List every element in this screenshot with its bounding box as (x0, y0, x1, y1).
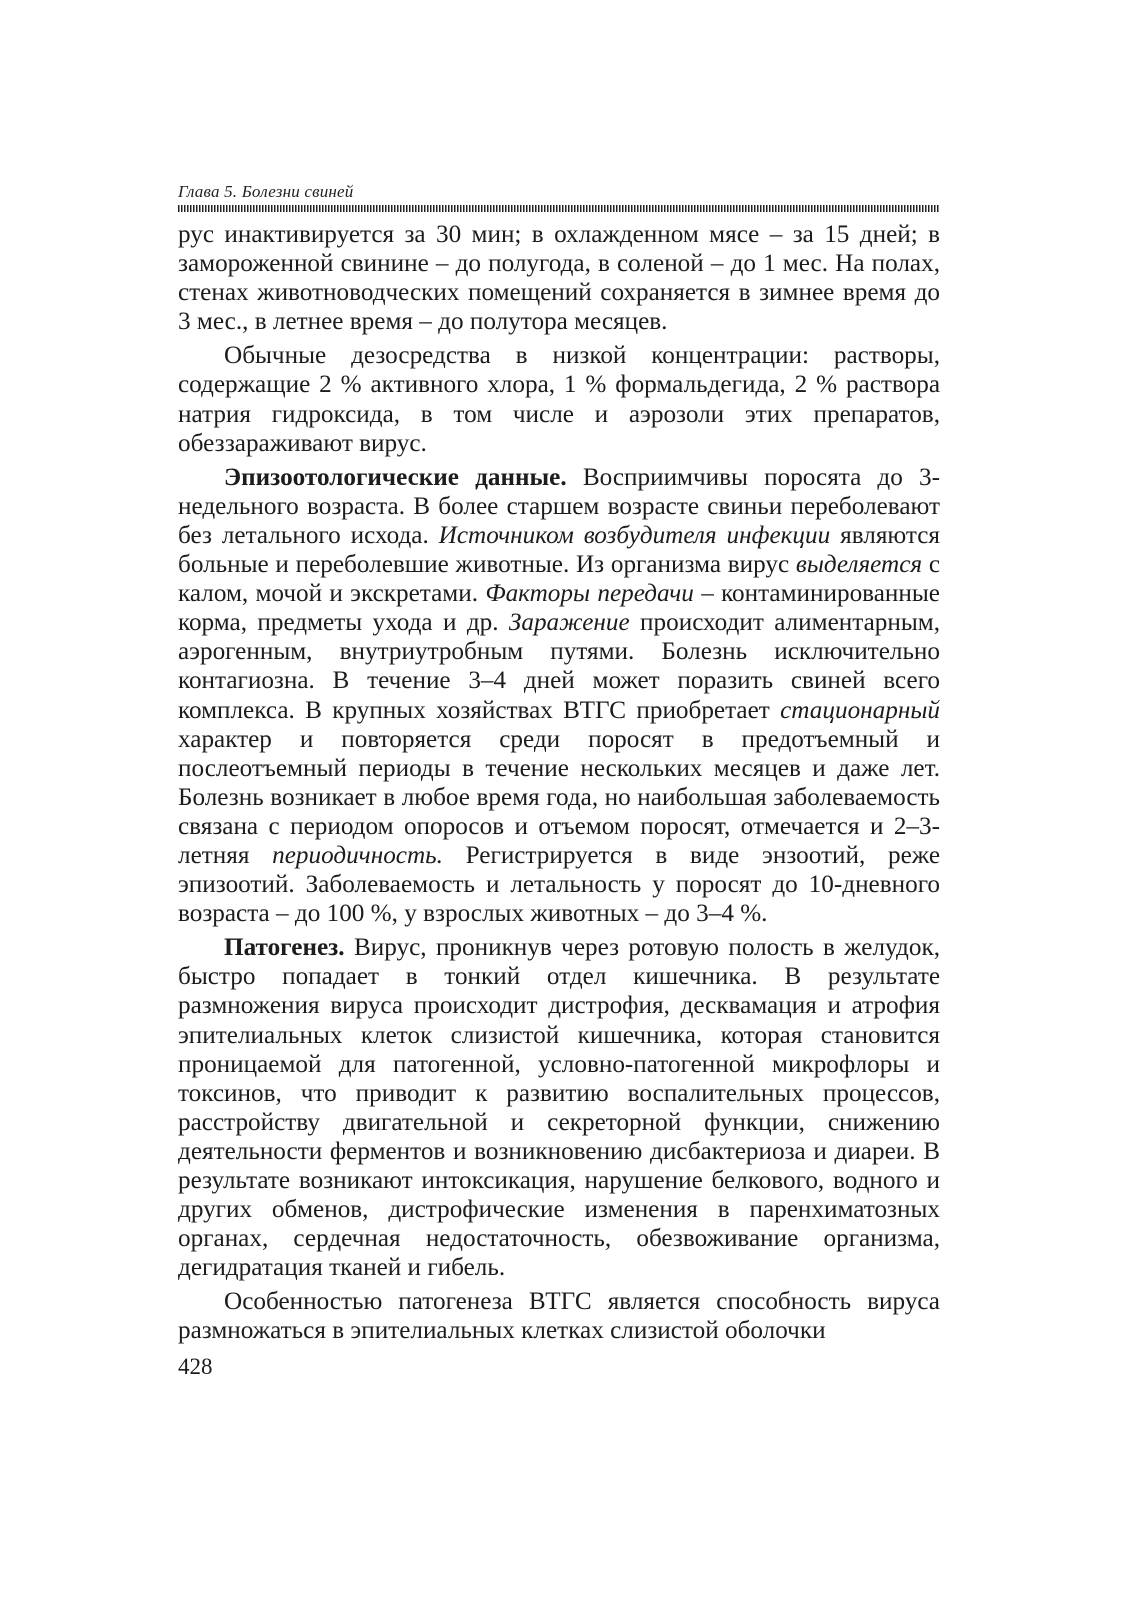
paragraph-2 (178, 341, 940, 457)
paragraph-1 (178, 220, 940, 336)
paragraph-2-text: Обычные дезосредства в низкой концентрации: растворы, содержащие 2 % активного хлора, 1 % формальдегида, 2 % раствора натрия гидроксида, в том числе и аэрозоли этих препаратов, обеззараживают вирус. (178, 342, 940, 457)
paragraph-text: – контаминированные корма, предметы ухода и др. (178, 580, 940, 637)
italic-term: Источником возбудителя инфекции (438, 521, 831, 549)
paragraph-text: Регистрируется в виде энзоотий, реже эпизоотий. Заболеваемость и летальность у поросят до 10-дневного возраста – до 100 %, у взрослых животных – до 3–4 %. (178, 841, 940, 928)
running-head: Глава 5. Болезни свиней (178, 182, 354, 201)
paragraph-text: Вирус, проникнув через ротовую полость в желудок, быстро попадает в тонкий отдел кишечника. В результате размножения вируса происходит дистрофия, десквамация и атрофия эпителиальных клеток слизистой кишечника, которая становится проницаемой для патогенной, условно-патогенной микрофлоры и токсинов, что приводит к развитию воспалительных процессов, расстройству двигательной и секреторной функции, снижению деятельности ферментов и возникновению дисбактериоза и диареи. В результате возникают интоксикация, нарушение белкового, водного и других обменов, дистрофические изменения в паренхиматозных органах, сердечная недостаточность, обезвоживание организма, дегидратация тканей и гибель. (178, 934, 940, 1282)
page-number: 428 (178, 1354, 213, 1379)
paragraph-text: характер и повторяется среди поросят в предотъемный и послеотъемный периоды в течение нескольких месяцев и даже лет. Болезнь возникает в любое время года, но наибольшая заболеваемость связана с периодом опоросов и отъемом поросят, отмечается и 2–3-летняя (178, 725, 940, 869)
paragraph-pathogenesis (178, 933, 940, 1282)
italic-term: периодичность. (272, 841, 443, 869)
paragraph-text: происходит алиментарным, аэрогенным, внутриутробным путями. Болезнь исключительно контагиозна. В течение 3–4 дней может поразить свиней всего комплекса. В крупных хозяйствах ВТГС приобретает (178, 609, 940, 724)
paragraph-epizootology (178, 463, 940, 929)
italic-term: стационарный (780, 696, 940, 724)
header-rule (178, 205, 940, 212)
body-text (178, 220, 940, 1346)
italic-term: выделяется (795, 551, 923, 579)
italic-term: Заражение (508, 609, 630, 637)
paragraph-1-text: рус инактивируется за 30 мин; в охлажденном мясе – за 15 дней; в замороженной свинине – до полугода, в соленой – до 1 мес. На полах, стенах животноводческих помещений сохраняется в зимнее время до 3 мес., в летнее время – до полутора месяцев. (178, 221, 940, 336)
section-heading-pathogenesis: Патогенез. (224, 934, 345, 962)
paragraph-text: являются больные и переболевшие животные. Из организма вирус (178, 521, 940, 579)
paragraph-last-text: Особенностью патогенеза ВТГС является способность вируса размножаться в эпителиальных клетках слизистой оболочки (178, 1288, 940, 1345)
section-heading-epizootology: Эпизоотологические данные. (224, 463, 567, 491)
book-page (178, 182, 940, 1351)
paragraph-text: с калом, мочой и экскретами. (178, 551, 941, 608)
paragraph-text: Восприимчивы поросята до 3-недельного возраста. В более старшем возрасте свиньи переболевают без летального исхода. (178, 463, 940, 549)
italic-term: Факторы передачи (485, 580, 694, 608)
paragraph-last (178, 1287, 940, 1345)
